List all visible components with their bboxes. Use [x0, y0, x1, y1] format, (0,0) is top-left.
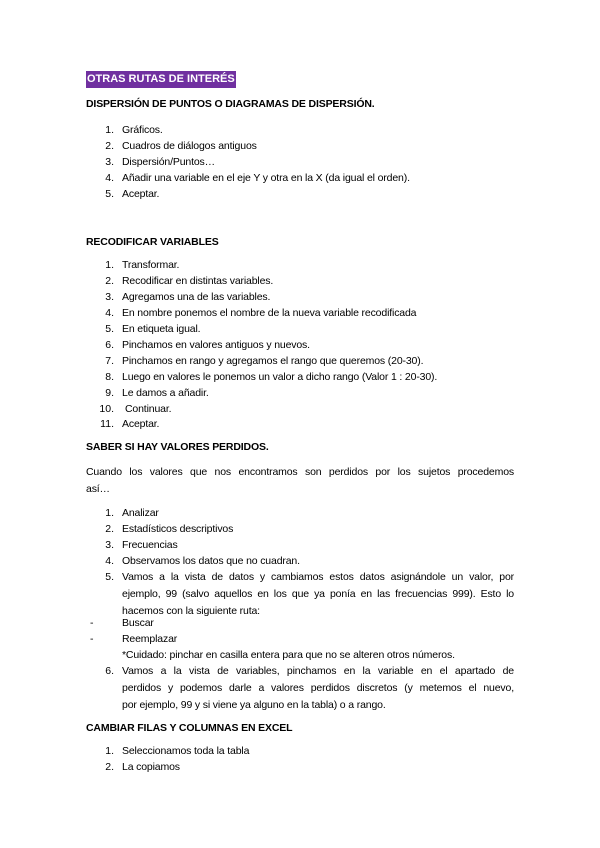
list-text: Pinchamos en rango y agregamos el rango que queremos (20-30). — [122, 355, 424, 367]
list-number: 6. — [105, 665, 114, 677]
list-text: Transformar. — [122, 259, 180, 271]
list-text: Cuadros de diálogos antiguos — [122, 140, 257, 152]
list-text: Seleccionamos toda la tabla — [122, 745, 250, 757]
list-number: 1. — [105, 259, 114, 271]
list-text: Agregamos una de las variables. — [122, 291, 271, 303]
list-text: Continuar. — [125, 403, 172, 415]
section-heading: SABER SI HAY VALORES PERDIDOS. — [86, 441, 269, 453]
section-heading: RECODIFICAR VARIABLES — [86, 236, 219, 248]
list-text: Estadísticos descriptivos — [122, 523, 234, 535]
list-number: 11. — [100, 418, 114, 430]
list-number: 1. — [105, 507, 114, 519]
list-number: 1. — [105, 745, 114, 757]
list-text: Frecuencias — [122, 539, 178, 551]
list-text: La copiamos — [122, 761, 180, 773]
list-number: 5. — [105, 188, 114, 200]
document-title: OTRAS RUTAS DE INTERÉS — [86, 71, 236, 88]
list-number: 4. — [105, 555, 114, 567]
list-number: 3. — [105, 539, 114, 551]
list-number: 8. — [105, 371, 114, 383]
list-dash: - — [90, 633, 94, 645]
list-text: Analizar — [122, 507, 159, 519]
list-text: Gráficos. — [122, 124, 163, 136]
list-number: 6. — [105, 339, 114, 351]
list-text: Pinchamos en valores antiguos y nuevos. — [122, 339, 310, 351]
list-number: 7. — [105, 355, 114, 367]
list-text: Vamos a la vista de datos y cambiamos estos datos asignándole un valor, por — [122, 571, 514, 583]
list-text: ejemplo, 99 (salvo aquellos en los que ya ponía en las frecuencias 999). Esto lo — [122, 588, 514, 600]
list-text: Luego en valores le ponemos un valor a dicho rango (Valor 1 : 20-30). — [122, 371, 438, 383]
paragraph-line: Cuando los valores que nos encontramos son perdidos por los sujetos procedemos — [86, 466, 514, 478]
list-text: En nombre ponemos el nombre de la nueva variable recodificada — [122, 307, 417, 319]
list-text: Aceptar. — [122, 188, 160, 200]
list-number: 9. — [105, 387, 114, 399]
list-text: por ejemplo, 99 y si viene ya alguno en la tabla) o a rango. — [122, 699, 386, 711]
list-number: 2. — [105, 761, 114, 773]
list-number: 3. — [105, 291, 114, 303]
list-number: 2. — [105, 523, 114, 535]
list-text: Añadir una variable en el eje Y y otra en la X (da igual el orden). — [122, 172, 410, 184]
list-text: Dispersión/Puntos… — [122, 156, 216, 168]
list-number: 3. — [105, 156, 114, 168]
list-number: 2. — [105, 275, 114, 287]
list-number: 5. — [105, 571, 114, 583]
list-number: 5. — [105, 323, 114, 335]
section-heading: CAMBIAR FILAS Y COLUMNAS EN EXCEL — [86, 722, 293, 734]
list-text: Buscar — [122, 617, 154, 629]
list-text: Recodificar en distintas variables. — [122, 275, 274, 287]
list-text: Vamos a la vista de variables, pinchamos en la variable en el apartado de — [122, 665, 514, 677]
list-text: Observamos los datos que no cuadran. — [122, 555, 300, 567]
list-text: Le damos a añadir. — [122, 387, 209, 399]
list-text: hacemos con la siguiente ruta: — [122, 605, 260, 617]
list-number: 10. — [99, 403, 114, 415]
list-number: 4. — [105, 307, 114, 319]
list-text: En etiqueta igual. — [122, 323, 201, 335]
section-heading: DISPERSIÓN DE PUNTOS O DIAGRAMAS DE DISPERSIÓN. — [86, 98, 375, 110]
note-text: *Cuidado: pinchar en casilla entera para que no se alteren otros números. — [122, 649, 455, 661]
list-text: perdidos y podemos darle a valores perdidos discretos (y metemos el nuevo, — [122, 682, 514, 694]
paragraph-line: así… — [86, 483, 110, 495]
list-dash: - — [90, 617, 94, 629]
list-number: 1. — [105, 124, 114, 136]
list-text: Reemplazar — [122, 633, 178, 645]
list-number: 2. — [105, 140, 114, 152]
list-text: Aceptar. — [122, 418, 160, 430]
list-number: 4. — [105, 172, 114, 184]
